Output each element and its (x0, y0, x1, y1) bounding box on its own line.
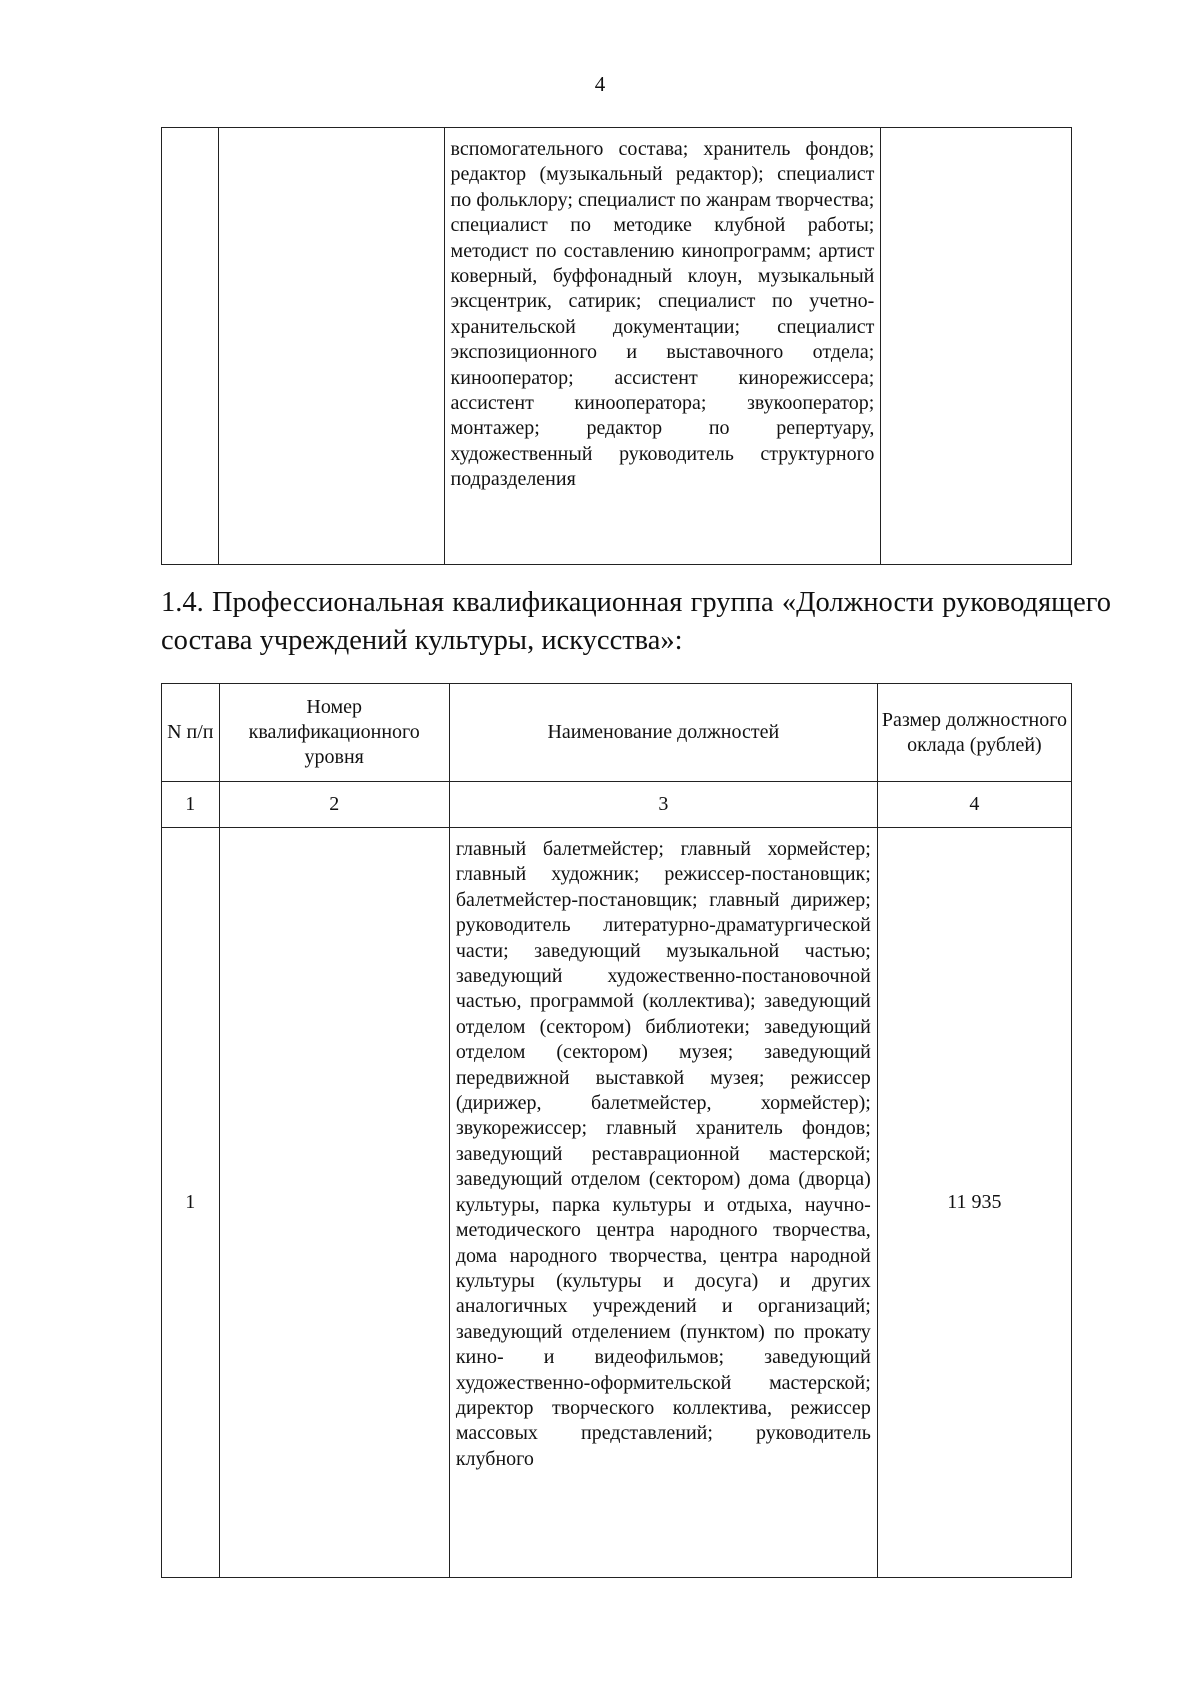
table-row (162, 128, 1072, 565)
header-salary: Размер должностного оклада (рублей) (877, 684, 1071, 782)
continuation-table (161, 127, 1072, 565)
table-row (162, 828, 1072, 1578)
row-level (219, 828, 449, 1578)
row-salary: 11 935 (877, 828, 1071, 1578)
salary-cell (881, 128, 1072, 565)
column-number: 3 (449, 782, 877, 828)
column-number: 4 (877, 782, 1071, 828)
header-positions: Наименование должностей (449, 684, 877, 782)
positions-table (161, 683, 1072, 1578)
header-level: Номер квалификационного уровня (219, 684, 449, 782)
row-num: 1 (162, 828, 220, 1578)
page-number: 4 (594, 72, 606, 96)
num-cell (162, 128, 219, 565)
level-cell (218, 128, 444, 565)
positions-cell: вспомогательного состава; хранитель фондов; редактор (музыкальный редактор); специалист по фольклору; специалист по жанрам творчества; специалист по методике клубной работы; методист по составлению кинопрограмм; артист коверный, буффонадный клоун, музыкальный эксцентрик, сатирик; специалист по учетно-хранительской документации; специалист экспозиционного и выставочного отдела; кинооператор; ассистент кинорежиссера; ассистент кинооператора; звукооператор; монтажер; редактор по репертуару, художественный руководитель структурного подразделения (444, 128, 881, 565)
row-positions: главный балетмейстер; главный хормейстер; главный художник; режиссер-постановщик; балетмейстер-постановщик; главный дирижер; руководитель литературно-драматургической части; заведующий музыкальной частью; заведующий художественно-постановочной частью, программой (коллектива); заведующий отделом (сектором) библиотеки; заведующий отделом (сектором) музея; заведующий передвижной выставкой музея; режиссер (дирижер, балетмейстер, хормейстер); звукорежиссер; главный хранитель фондов; заведующий реставрационной мастерской; заведующий отделом (сектором) дома (дворца) культуры, парка культуры и отдыха, научно-методического центра народного творчества, дома народного творчества, центра народной культуры (культуры и досуга) и других аналогичных учреждений и организаций; заведующий отделением (пунктом) по прокату кино- и видеофильмов; заведующий художественно-оформительской мастерской; директор творческого коллектива, режиссер массовых представлений; руководитель клубного (449, 828, 877, 1578)
column-number-row (162, 782, 1072, 828)
column-number: 2 (219, 782, 449, 828)
header-num: N п/п (162, 684, 220, 782)
header-row (162, 684, 1072, 782)
column-number: 1 (162, 782, 220, 828)
section-heading: 1.4. Профессиональная квалификационная группа «Должности руководящего состава учреждений культуры, искусства»: (161, 587, 1111, 656)
